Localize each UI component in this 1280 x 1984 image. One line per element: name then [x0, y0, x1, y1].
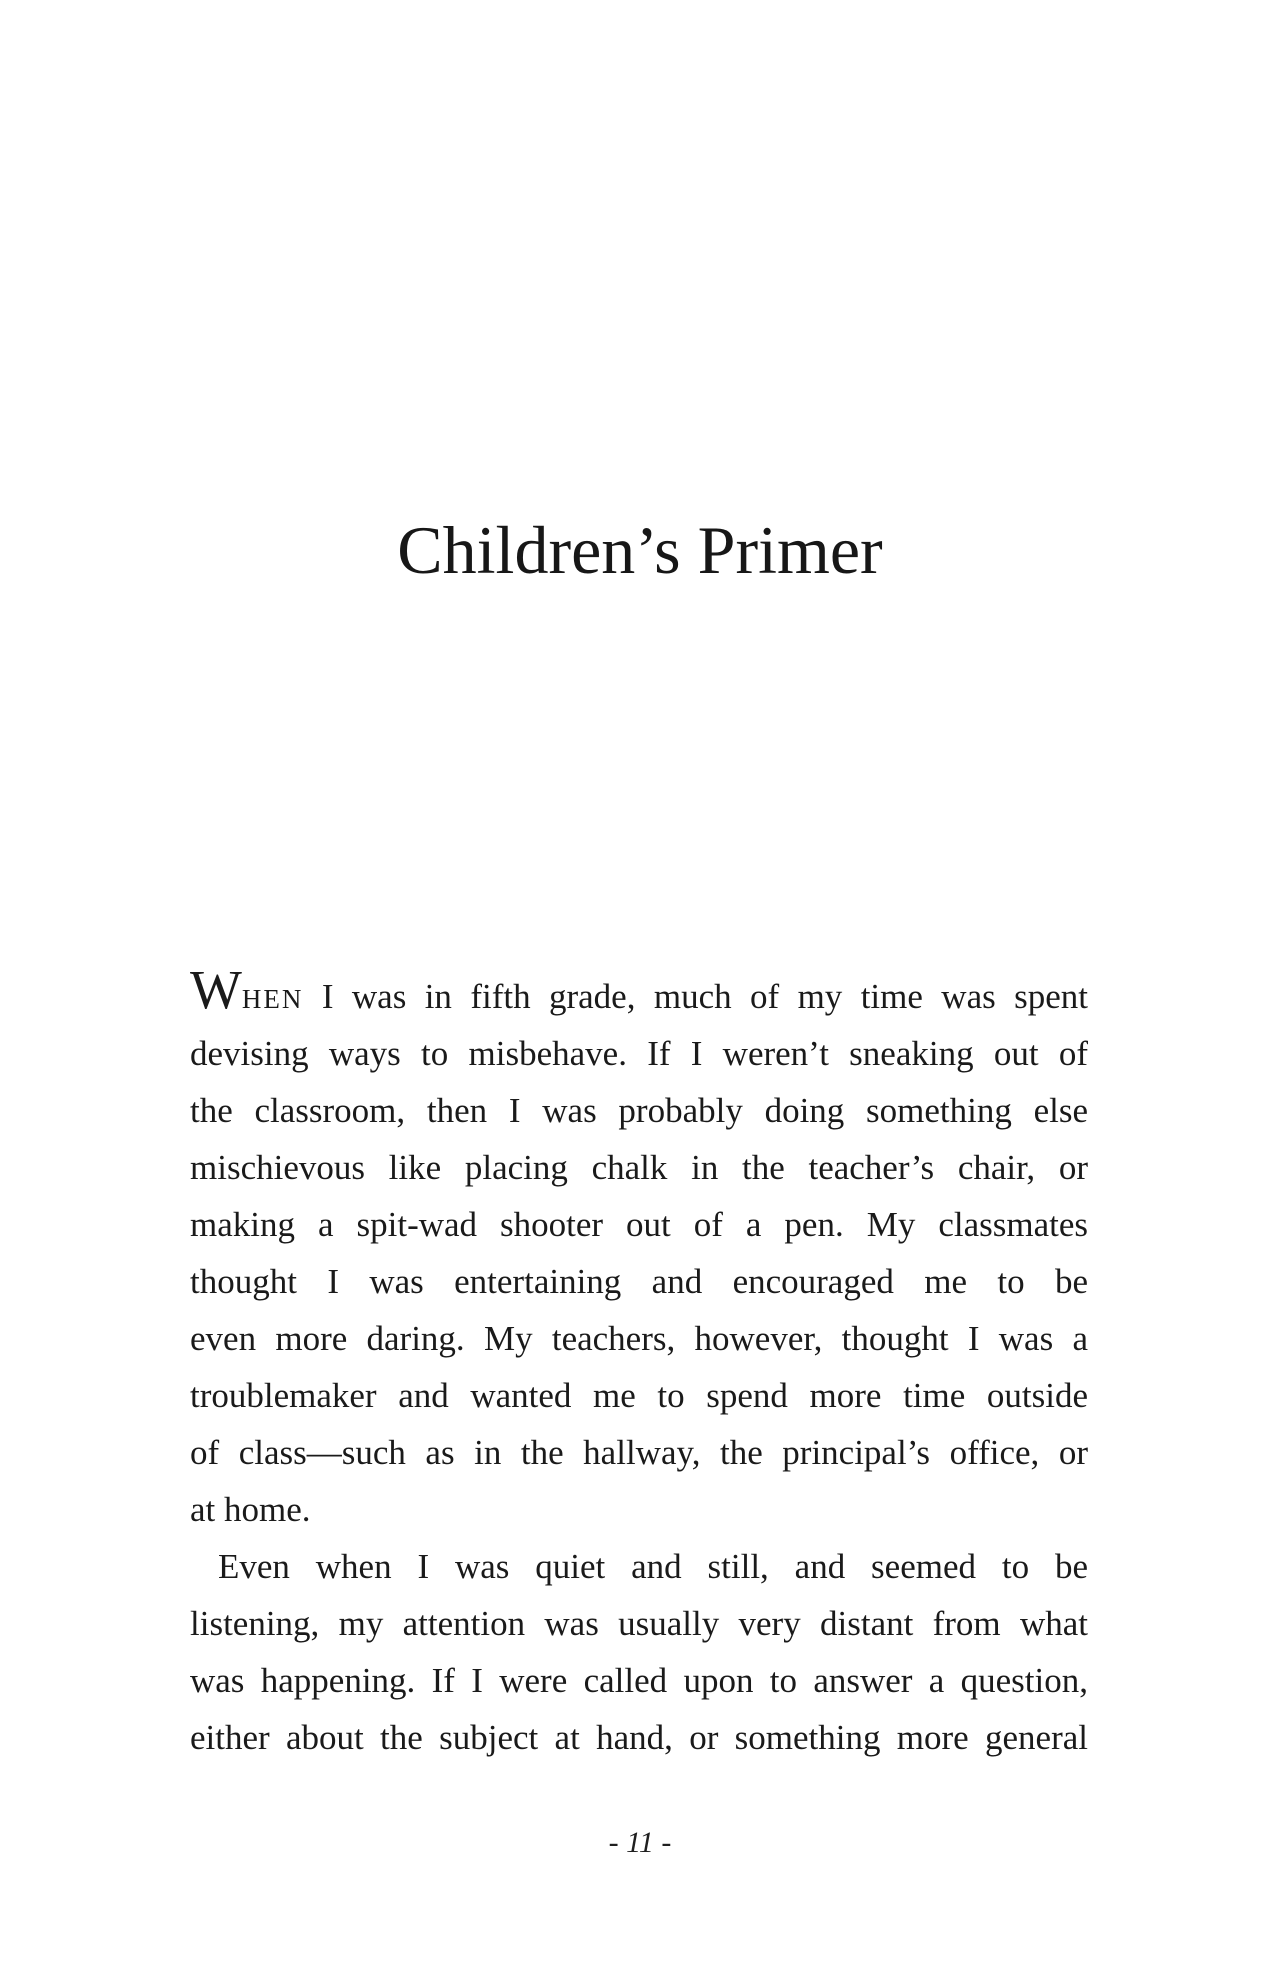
text-line: of class—such as in the hallway, the principal’s office, or	[190, 1433, 1088, 1472]
page-number: - 11 -	[608, 1826, 672, 1859]
text-line: mischievous like placing chalk in the teacher’s chair, or	[190, 1148, 1088, 1187]
chapter-title: Children’s Primer	[397, 512, 883, 588]
paragraph-1	[190, 1025, 1088, 1538]
text-line: devising ways to misbehave. If I weren’t sneaking out of	[190, 1034, 1088, 1073]
text-line: was happening. If I were called upon to answer a question,	[190, 1661, 1088, 1700]
opening-small-caps: HEN	[241, 984, 304, 1014]
text-line: Even when I was quiet and still, and seemed to be	[218, 1547, 1088, 1586]
text-line: at home.	[190, 1490, 311, 1529]
opening-line-rest: I was in fifth grade, much of my time was spent	[321, 977, 1088, 1016]
text-line: thought I was entertaining and encouraged me to be	[190, 1262, 1088, 1301]
body-text	[190, 968, 1088, 1766]
opening-initial-letter: W	[190, 968, 242, 1020]
text-line: even more daring. My teachers, however, thought I was a	[190, 1319, 1088, 1358]
text-line: either about the subject at hand, or something more general	[190, 1718, 1088, 1757]
text-line: troublemaker and wanted me to spend more time outside	[190, 1376, 1088, 1415]
paragraph-2	[190, 1538, 1088, 1766]
text-line: the classroom, then I was probably doing something else	[190, 1091, 1088, 1130]
opening-line	[190, 968, 1088, 1025]
text-line: listening, my attention was usually very distant from what	[190, 1604, 1088, 1643]
text-line: making a spit-wad shooter out of a pen. My classmates	[190, 1205, 1088, 1244]
